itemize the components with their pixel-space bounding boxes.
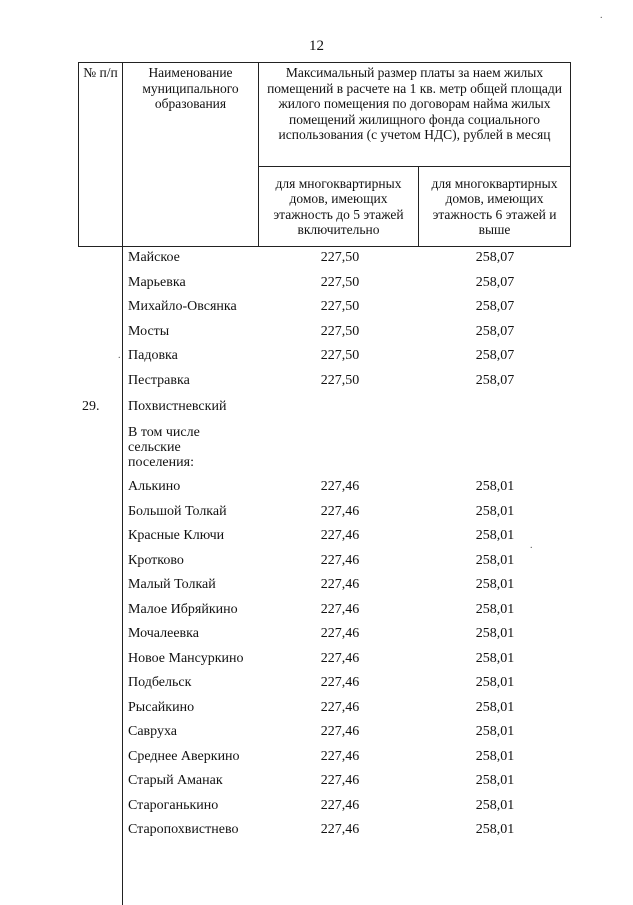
- header-up-to-5-floors: для многоквартирных домов, имеющих этажность до 5 этажей включительно: [259, 167, 419, 247]
- rate-up-to-5-floors: 227,50: [320, 323, 360, 339]
- rate-6-floors-plus: 258,01: [475, 479, 515, 494]
- rate-up-to-5-floors: 227,46: [320, 650, 360, 666]
- rate-up-to-5-floors: 227,46: [320, 724, 360, 739]
- rate-6-floors-plus: 258,07: [475, 348, 515, 363]
- table-header: [78, 62, 571, 247]
- header-municipality: Наименование муниципального образования: [123, 63, 259, 247]
- municipality-name: Рысайкино: [128, 699, 195, 715]
- table-row: [0, 549, 633, 574]
- municipality-name: Падовка: [128, 348, 178, 363]
- table-row: [0, 475, 633, 500]
- rate-up-to-5-floors: 227,46: [320, 626, 360, 641]
- table-row: [0, 769, 633, 794]
- table-row: [0, 344, 633, 369]
- page-number: 12: [309, 38, 324, 54]
- municipality-name: Савруха: [128, 724, 178, 739]
- rate-6-floors-plus: 258,01: [475, 626, 515, 641]
- header-number: № п/п: [79, 63, 123, 247]
- municipality-name: Мочалеевка: [128, 626, 199, 641]
- municipality-name: Пестравка: [128, 372, 190, 388]
- municipality-name: Старопохвистнево: [128, 822, 239, 837]
- municipality-name: Красные Ключи: [128, 528, 225, 543]
- rate-up-to-5-floors: 227,46: [320, 601, 360, 617]
- rate-6-floors-plus: 258,01: [475, 748, 515, 764]
- rate-6-floors-plus: 258,01: [475, 650, 515, 666]
- rate-6-floors-plus: 258,01: [475, 552, 515, 568]
- table-row: [0, 500, 633, 525]
- table-row: [0, 696, 633, 721]
- rate-6-floors-plus: 258,07: [475, 323, 515, 339]
- rate-up-to-5-floors: 227,46: [320, 528, 360, 543]
- municipality-name: Михайло-Овсянка: [128, 299, 237, 314]
- rate-6-floors-plus: 258,01: [475, 822, 515, 837]
- rate-6-floors-plus: 258,01: [475, 577, 515, 592]
- rate-up-to-5-floors: 227,46: [320, 822, 360, 837]
- rate-up-to-5-floors: 227,46: [320, 675, 360, 690]
- municipality-name: Марьевка: [128, 274, 186, 290]
- table-row: [0, 794, 633, 819]
- rate-6-floors-plus: 258,01: [475, 699, 515, 715]
- table-row: [0, 598, 633, 623]
- section-row: [0, 393, 633, 421]
- municipality-name: Малое Ибряйкино: [128, 601, 238, 617]
- rate-6-floors-plus: 258,07: [475, 274, 515, 290]
- rate-6-floors-plus: 258,01: [475, 724, 515, 739]
- subheading-row: [0, 421, 633, 475]
- municipality-name: Малый Толкай: [128, 577, 216, 592]
- table-row: [0, 271, 633, 296]
- municipality-name: Новое Мансуркино: [128, 650, 244, 666]
- rate-up-to-5-floors: 227,46: [320, 699, 360, 715]
- table-row: [0, 295, 633, 320]
- rate-up-to-5-floors: 227,46: [320, 797, 360, 813]
- municipality-name: Алькино: [128, 479, 181, 494]
- municipality-name: Среднее Аверкино: [128, 748, 240, 764]
- municipality-name: Большой Толкай: [128, 503, 227, 519]
- table-row: [0, 524, 633, 549]
- rate-up-to-5-floors: 227,50: [320, 274, 360, 290]
- municipality-name: Майское: [128, 250, 180, 265]
- rate-up-to-5-floors: 227,46: [320, 552, 360, 568]
- rate-up-to-5-floors: 227,50: [320, 372, 360, 388]
- rate-up-to-5-floors: 227,46: [320, 748, 360, 764]
- section-number: 29.: [82, 399, 100, 414]
- table-row: [0, 720, 633, 745]
- rate-up-to-5-floors: 227,50: [320, 299, 360, 314]
- table-body: [0, 246, 633, 843]
- scan-speck: .: [600, 10, 603, 21]
- table-row: [0, 647, 633, 672]
- municipality-name: Кротково: [128, 552, 184, 568]
- rate-6-floors-plus: 258,07: [475, 372, 515, 388]
- rate-6-floors-plus: 258,01: [475, 601, 515, 617]
- rate-6-floors-plus: 258,07: [475, 299, 515, 314]
- rate-up-to-5-floors: 227,50: [320, 250, 360, 265]
- subheading-text: В том числе сельские поселения:: [128, 425, 200, 470]
- scan-speck: .: [530, 540, 533, 551]
- rate-6-floors-plus: 258,07: [475, 250, 515, 265]
- table-row: [0, 671, 633, 696]
- rate-6-floors-plus: 258,01: [475, 675, 515, 690]
- rate-6-floors-plus: 258,01: [475, 528, 515, 543]
- rate-6-floors-plus: 258,01: [475, 797, 515, 813]
- municipality-name: Мосты: [128, 323, 170, 339]
- rate-up-to-5-floors: 227,46: [320, 479, 360, 494]
- table-row: [0, 320, 633, 345]
- municipality-name: Староганькино: [128, 797, 219, 813]
- table-row: [0, 573, 633, 598]
- section-name: Похвистневский: [128, 399, 227, 414]
- municipality-name: Старый Аманак: [128, 773, 223, 788]
- table-row: [0, 818, 633, 843]
- scan-speck: .: [118, 350, 121, 361]
- table-row: [0, 246, 633, 271]
- table-row: [0, 369, 633, 394]
- rate-up-to-5-floors: 227,50: [320, 348, 360, 363]
- rate-up-to-5-floors: 227,46: [320, 577, 360, 592]
- rate-6-floors-plus: 258,01: [475, 773, 515, 788]
- header-6-floors-and-above: для многоквартирных домов, имеющих этажность 6 этажей и выше: [419, 167, 571, 247]
- rate-up-to-5-floors: 227,46: [320, 503, 360, 519]
- rate-up-to-5-floors: 227,46: [320, 773, 360, 788]
- header-max-rent: Максимальный размер платы за наем жилых помещений в расчете на 1 кв. метр общей площади жилого помещения по договорам найма жилых помещений жилищного фонда социального использования (с учетом НДС), рублей в месяц: [259, 63, 571, 167]
- municipality-name: Подбельск: [128, 675, 192, 690]
- rate-6-floors-plus: 258,01: [475, 503, 515, 519]
- table-row: [0, 622, 633, 647]
- table-row: [0, 745, 633, 770]
